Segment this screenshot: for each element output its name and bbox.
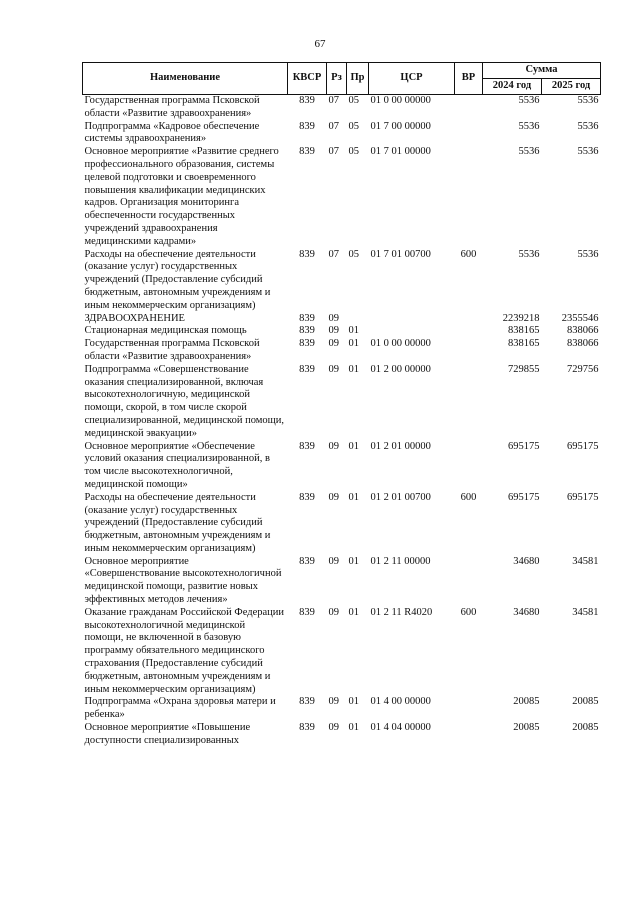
row-kvsr: 839 bbox=[299, 555, 315, 567]
row-name: Основное мероприятие «Развитие среднего профессионального образования, системы целевой подготовки и своевременного повышения квалификации медицинских кадров. Организация мониторинга обеспеченности государственных учреждений здравоохранения медицинскими кадрами» bbox=[84, 146, 279, 247]
row-name: Оказание гражданам Российской Федерации высокотехнологичной медицинской помощи, не включенной в базовую программу обязательного медицинского страхования (Предоставление субсидий бюджетным, автономным учреждениям и иным некоммерческим организациям) bbox=[84, 606, 284, 695]
header-name: Наименование bbox=[83, 63, 288, 95]
row-sum-2024: 34680 bbox=[513, 555, 540, 567]
row-sum-2024: 20085 bbox=[513, 696, 540, 708]
row-vr: 600 bbox=[460, 248, 477, 260]
table-header bbox=[83, 63, 601, 95]
row-vr bbox=[455, 146, 483, 248]
row-rz: 07 bbox=[328, 95, 339, 106]
row-name: Основное мероприятие «Совершенствование высокотехнологичной медицинской помощи, развитие новых эффективных методов лечения» bbox=[84, 555, 282, 606]
row-sum-2024: 5536 bbox=[518, 95, 540, 106]
row-sum-2024: 5536 bbox=[518, 248, 540, 260]
row-sum-2024: 838165 bbox=[508, 325, 540, 337]
row-sum-2024: 838165 bbox=[508, 338, 540, 350]
row-csr bbox=[369, 313, 455, 326]
row-rz: 09 bbox=[328, 312, 339, 324]
row-name: Подпрограмма «Охрана здоровья матери и ребенка» bbox=[84, 696, 276, 721]
row-name: Основное мероприятие «Повышение доступности специализированных bbox=[84, 722, 251, 746]
row-name: Подпрограмма «Кадровое обеспечение системы здравоохранения» bbox=[84, 120, 260, 145]
row-kvsr: 839 bbox=[299, 120, 315, 132]
row-vr: 600 bbox=[460, 491, 477, 503]
row-vr bbox=[455, 338, 483, 364]
row-vr bbox=[455, 441, 483, 492]
row-csr: 01 2 00 00000 bbox=[370, 363, 431, 375]
header-kvsr: КВСР bbox=[288, 63, 327, 95]
row-pr: 01 bbox=[348, 325, 359, 337]
row-rz: 09 bbox=[328, 696, 339, 708]
row-kvsr: 839 bbox=[299, 606, 315, 618]
table-row bbox=[83, 95, 601, 121]
row-pr bbox=[347, 313, 369, 326]
row-vr bbox=[455, 696, 483, 722]
row-pr: 01 bbox=[348, 696, 359, 708]
row-sum-2025: 5536 bbox=[577, 146, 599, 158]
table-row bbox=[83, 325, 601, 338]
row-name: Основное мероприятие «Обеспечение условий оказания специализированной, в том числе высокотехнологичной, медицинской помощи» bbox=[84, 440, 270, 490]
row-pr: 05 bbox=[348, 248, 359, 260]
row-rz: 09 bbox=[328, 325, 339, 337]
row-csr bbox=[369, 325, 455, 338]
row-csr: 01 7 01 00000 bbox=[370, 146, 431, 158]
table-row bbox=[83, 441, 601, 492]
row-rz: 09 bbox=[328, 606, 339, 618]
row-sum-2025: 20085 bbox=[572, 722, 599, 734]
row-csr: 01 2 11 00000 bbox=[370, 555, 431, 567]
row-vr bbox=[455, 313, 483, 326]
row-sum-2024: 20085 bbox=[513, 722, 540, 734]
header-rz: Рз bbox=[327, 63, 347, 95]
row-sum-2025: 5536 bbox=[577, 248, 599, 260]
table-row bbox=[83, 607, 601, 697]
row-name: Расходы на обеспечение деятельности (оказание услуг) государственных учреждений (Предоставление субсидий бюджетным, автономным учреждениям и иным некоммерческим организациям) bbox=[84, 491, 271, 554]
row-vr bbox=[455, 121, 483, 147]
table-row bbox=[83, 364, 601, 441]
header-csr: ЦСР bbox=[369, 63, 455, 95]
row-pr: 01 bbox=[348, 722, 359, 734]
table-row bbox=[83, 249, 601, 313]
row-sum-2024: 5536 bbox=[518, 120, 540, 132]
table-row bbox=[83, 146, 601, 248]
row-rz: 09 bbox=[328, 440, 339, 452]
row-vr bbox=[455, 556, 483, 607]
row-kvsr: 839 bbox=[299, 696, 315, 708]
row-rz: 07 bbox=[328, 146, 339, 158]
row-name: Подпрограмма «Совершенствование оказания специализированной, включая высокотехнологичную, медицинской помощи, скорой, в том числе скорой специализированной, медицинской помощи, медицинской эвакуации» bbox=[84, 363, 284, 439]
header-vr: ВР bbox=[455, 63, 483, 95]
table-row bbox=[83, 492, 601, 556]
row-sum-2025: 729756 bbox=[567, 363, 599, 375]
budget-table bbox=[82, 62, 601, 748]
row-sum-2025: 34581 bbox=[572, 555, 599, 567]
row-sum-2025: 838066 bbox=[567, 325, 599, 337]
page-number: 67 bbox=[314, 38, 326, 50]
row-sum-2025: 5536 bbox=[577, 120, 599, 132]
row-kvsr: 839 bbox=[299, 722, 315, 734]
row-pr: 05 bbox=[348, 95, 359, 106]
header-year-2024: 2024 год bbox=[483, 79, 542, 95]
row-sum-2024: 695175 bbox=[508, 491, 540, 503]
row-kvsr: 839 bbox=[299, 325, 315, 337]
table-row bbox=[83, 696, 601, 722]
row-vr bbox=[455, 95, 483, 121]
table-row bbox=[83, 338, 601, 364]
row-csr: 01 0 00 00000 bbox=[370, 338, 431, 350]
row-sum-2025: 34581 bbox=[572, 606, 599, 618]
row-name: Государственная программа Псковской области «Развитие здравоохранения» bbox=[84, 95, 260, 119]
row-vr: 600 bbox=[460, 606, 477, 618]
row-pr: 01 bbox=[348, 338, 359, 350]
row-sum-2025: 20085 bbox=[572, 696, 599, 708]
row-sum-2024: 2239218 bbox=[502, 312, 540, 324]
row-kvsr: 839 bbox=[299, 95, 315, 106]
row-name: Стационарная медицинская помощь bbox=[84, 325, 247, 337]
row-kvsr: 839 bbox=[299, 146, 315, 158]
row-pr: 01 bbox=[348, 440, 359, 452]
row-kvsr: 839 bbox=[299, 363, 315, 375]
row-sum-2024: 5536 bbox=[518, 146, 540, 158]
row-rz: 09 bbox=[328, 363, 339, 375]
row-csr: 01 2 11 R4020 bbox=[370, 606, 433, 618]
row-kvsr: 839 bbox=[299, 440, 315, 452]
row-csr: 01 4 04 00000 bbox=[370, 722, 431, 734]
row-name: Расходы на обеспечение деятельности (оказание услуг) государственных учреждений (Предоставление субсидий бюджетным, автономным учреждениям и иным некоммерческим организациям) bbox=[84, 248, 271, 311]
row-sum-2025: 5536 bbox=[577, 95, 599, 106]
row-sum-2025: 838066 bbox=[567, 338, 599, 350]
header-pr: Пр bbox=[347, 63, 369, 95]
row-rz: 09 bbox=[328, 722, 339, 734]
row-sum-2024: 695175 bbox=[508, 440, 540, 452]
row-csr: 01 2 01 00000 bbox=[370, 440, 431, 452]
row-kvsr: 839 bbox=[299, 338, 315, 350]
row-sum-2024: 729855 bbox=[508, 363, 540, 375]
row-sum-2025: 695175 bbox=[567, 491, 599, 503]
row-pr: 05 bbox=[348, 146, 359, 158]
row-rz: 07 bbox=[328, 120, 339, 132]
row-name: ЗДРАВООХРАНЕНИЕ bbox=[84, 312, 185, 324]
row-sum-2024: 34680 bbox=[513, 606, 540, 618]
table-body bbox=[83, 95, 601, 748]
header-year-2025: 2025 год bbox=[542, 79, 601, 95]
row-pr: 01 bbox=[348, 363, 359, 375]
table-row bbox=[83, 313, 601, 326]
row-kvsr: 839 bbox=[299, 312, 315, 324]
row-csr: 01 7 00 00000 bbox=[370, 120, 431, 132]
row-csr: 01 0 00 00000 bbox=[370, 95, 431, 106]
row-csr: 01 7 01 00700 bbox=[370, 248, 431, 260]
row-vr bbox=[455, 325, 483, 338]
row-sum-2025: 695175 bbox=[567, 440, 599, 452]
row-vr bbox=[455, 364, 483, 441]
row-pr: 01 bbox=[348, 606, 359, 618]
row-csr: 01 4 00 00000 bbox=[370, 696, 431, 708]
row-rz: 09 bbox=[328, 555, 339, 567]
row-rz: 07 bbox=[328, 248, 339, 260]
row-name: Государственная программа Псковской области «Развитие здравоохранения» bbox=[84, 338, 260, 362]
row-vr bbox=[455, 722, 483, 748]
row-pr: 05 bbox=[348, 120, 359, 132]
row-rz: 09 bbox=[328, 338, 339, 350]
row-sum-2025: 2355546 bbox=[561, 312, 599, 324]
table-row bbox=[83, 556, 601, 607]
row-csr: 01 2 01 00700 bbox=[370, 491, 431, 503]
row-pr: 01 bbox=[348, 491, 359, 503]
table-row bbox=[83, 121, 601, 147]
header-sum: Сумма bbox=[483, 63, 601, 79]
row-kvsr: 839 bbox=[299, 248, 315, 260]
table-row bbox=[83, 722, 601, 748]
row-kvsr: 839 bbox=[299, 491, 315, 503]
row-pr: 01 bbox=[348, 555, 359, 567]
row-rz: 09 bbox=[328, 491, 339, 503]
